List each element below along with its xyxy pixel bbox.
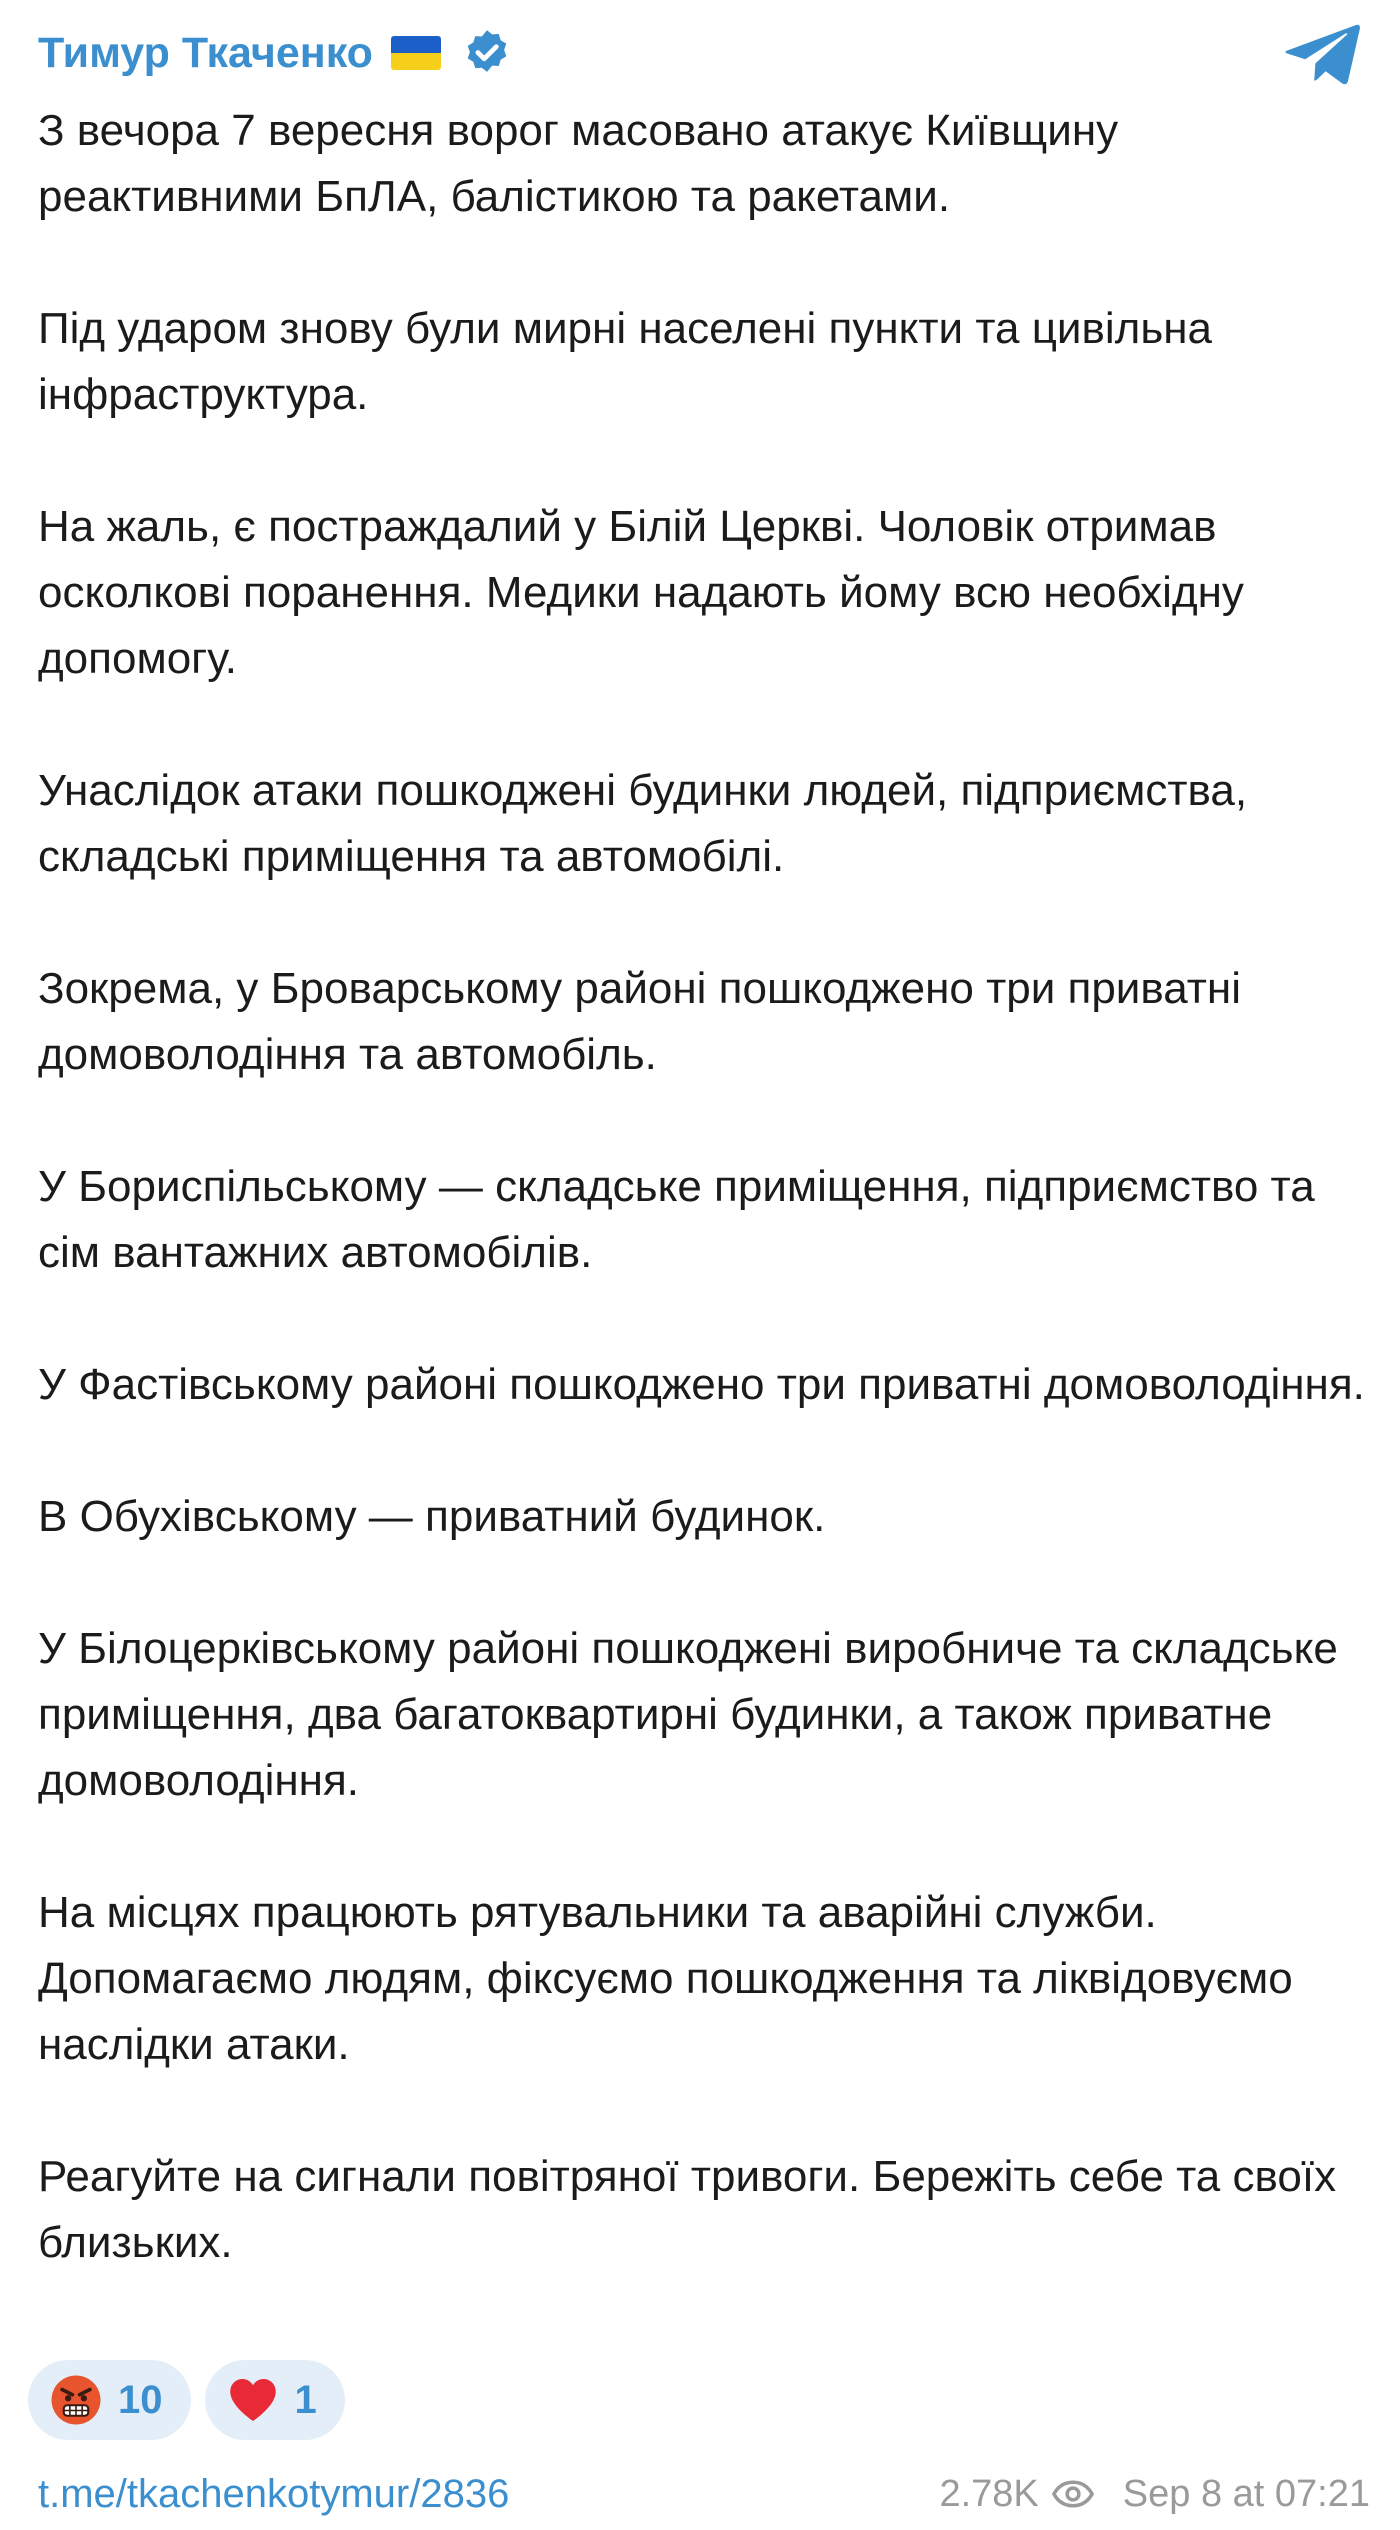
red-heart-icon (225, 2372, 281, 2428)
post-timestamp: Sep 8 at 07:21 (1122, 2472, 1370, 2515)
post-meta (939, 2473, 1370, 2516)
post-paragraph: На місцях працюють рятувальники та аварійні служби. Допомагаємо людям, фіксуємо пошкодження та ліквідовуємо наслідки атаки. (38, 1888, 1293, 2069)
telegram-share-icon[interactable] (1282, 22, 1362, 86)
post-header (38, 18, 1362, 88)
reactions-bar (28, 2360, 345, 2440)
post-link[interactable]: t.me/tkachenkotymur/2836 (38, 2471, 510, 2516)
post-paragraph: З вечора 7 вересня ворог масовано атакує Київщину реактивними БпЛА, балістикою та ракетами. (38, 106, 1119, 221)
post-paragraph: Зокрема, у Броварському районі пошкоджено три приватні домоволодіння та автомобіль. (38, 964, 1241, 1079)
post-paragraph: Під ударом знову були мирні населені пункти та цивільна інфраструктура. (38, 304, 1213, 419)
eye-icon (1051, 2479, 1095, 2509)
post-paragraph: Унаслідок атаки пошкоджені будинки людей, підприємства, складські приміщення та автомобілі. (38, 766, 1248, 881)
post-paragraph: У Білоцерківському районі пошкоджені виробниче та складське приміщення, два багатоквартирні будинки, а також приватне домоволодіння. (38, 1624, 1338, 1805)
post-paragraph: У Бориспільському — складське приміщення, підприємство та сім вантажних автомобілів. (38, 1162, 1315, 1277)
reaction-heart[interactable] (205, 2360, 345, 2440)
post-paragraph: В Обухівському — приватний будинок. (38, 1492, 826, 1541)
views-count: 2.78K (939, 2472, 1039, 2515)
author-name[interactable]: Тимур Ткаченко (38, 28, 373, 77)
post-footer (38, 2466, 1370, 2522)
reaction-angry[interactable] (28, 2360, 191, 2440)
post-paragraph: Реагуйте на сигнали повітряної тривоги. Бережіть себе та своїх близьких. (38, 2152, 1337, 2267)
angry-face-icon (48, 2372, 104, 2428)
reaction-count: 10 (118, 2377, 163, 2422)
ukraine-flag-icon (391, 36, 441, 70)
reaction-count: 1 (294, 2377, 317, 2422)
post-body (38, 98, 1368, 2276)
post-paragraph: На жаль, є постраждалий у Білій Церкві. Чоловік отримав осколкові поранення. Медики надають йому всю необхідну допомогу. (38, 502, 1244, 683)
post-paragraph: У Фастівському районі пошкоджено три приватні домоволодіння. (38, 1360, 1365, 1409)
verified-badge-icon (461, 27, 513, 79)
